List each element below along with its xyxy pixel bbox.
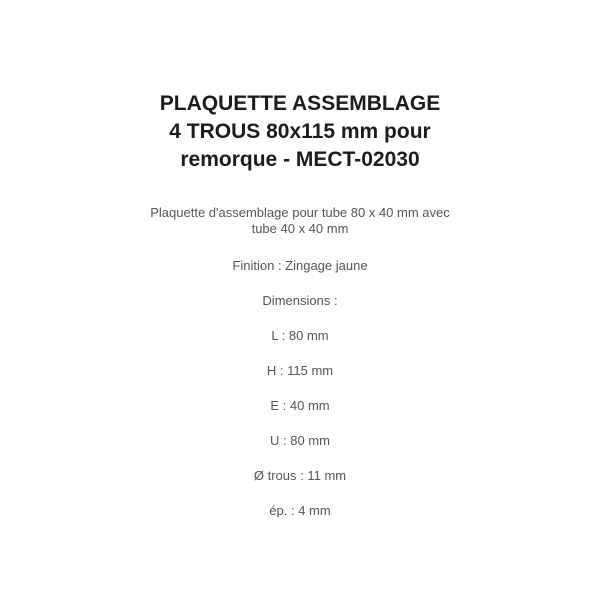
title-line-3: remorque - MECT-02030 (180, 148, 420, 171)
spec-thickness: ép. : 4 mm (269, 503, 331, 518)
product-title (0, 90, 600, 174)
spec-height: H : 115 mm (266, 363, 334, 378)
spec-e: E : 40 mm (270, 398, 330, 413)
product-description (0, 205, 600, 237)
finish-text: Finition : Zingage jaune (232, 258, 368, 273)
title-line-2: 4 TROUS 80x115 mm pour (169, 120, 431, 143)
spec-holes-diameter: Ø trous : 11 mm (253, 468, 347, 483)
description-line-2: tube 40 x 40 mm (251, 221, 349, 236)
dimensions-heading: Dimensions : (262, 293, 338, 308)
title-line-1: PLAQUETTE ASSEMBLAGE (159, 92, 441, 115)
spec-list (0, 258, 600, 538)
spec-length: L : 80 mm (271, 328, 329, 343)
description-line-1: Plaquette d'assemblage pour tube 80 x 40 mm avec (150, 205, 450, 220)
spec-u: U : 80 mm (270, 433, 330, 448)
